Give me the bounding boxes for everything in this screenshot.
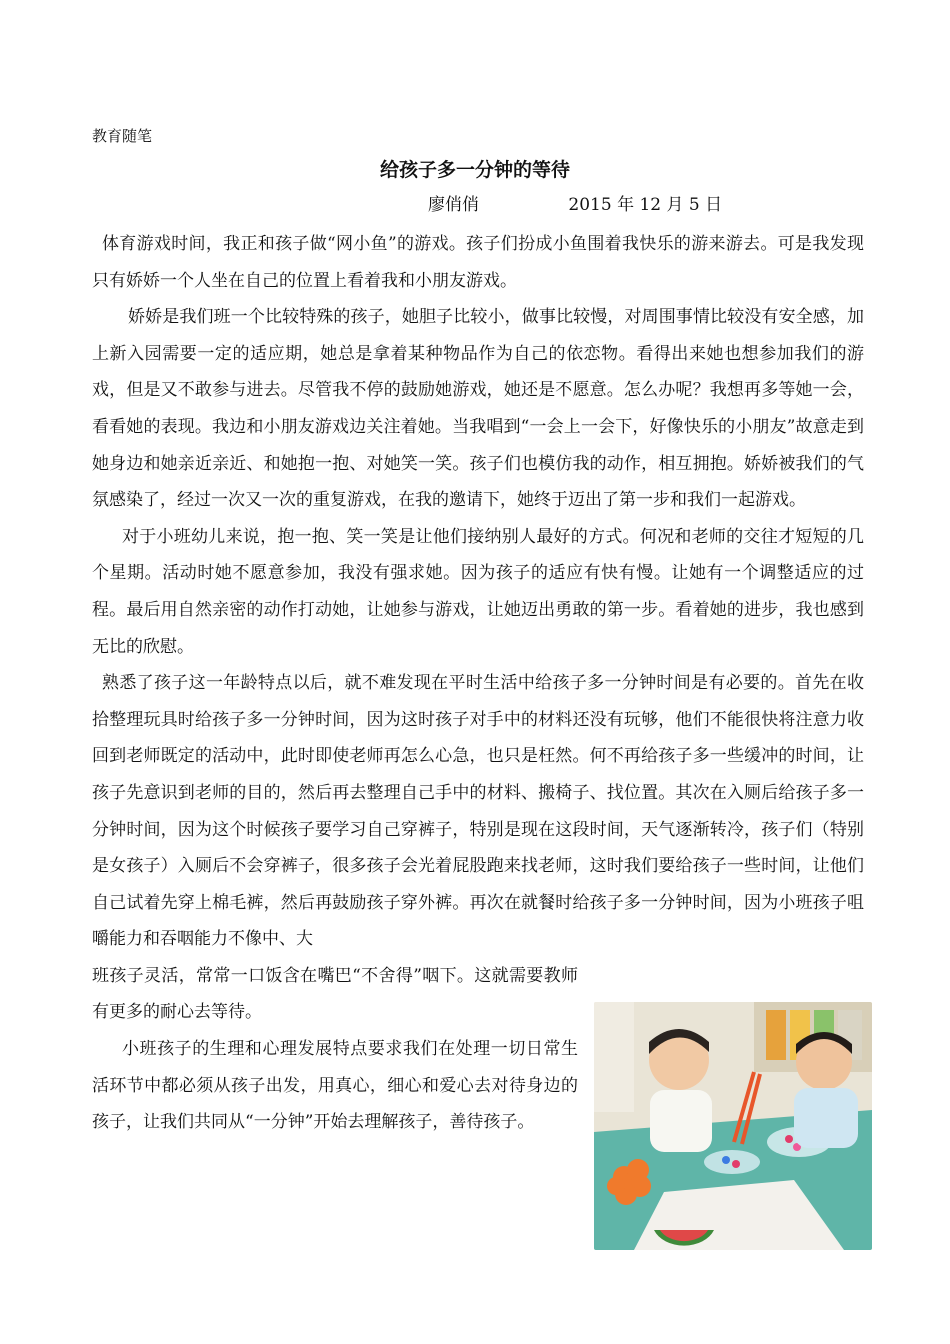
byline [428, 193, 722, 217]
paragraph-4: 熟悉了孩子这一年龄特点以后，就不难发现在平时生活中给孩子多一分钟时间是有必要的。首先在收拾整理玩具时给孩子多一分钟时间，因为这时孩子对手中的材料还没有玩够，他们不能很快将注意力收回到老师既定的活动中，此时即使老师再怎么心急，也只是枉然。何不再给孩子多一些缓冲的时间，让孩子先意识到老师的目的，然后再去整理自己手中的材料、搬椅子、找位置。其次在入厕后给孩子多一分钟时间，因为这个时候孩子要学习自己穿裤子，特别是现在这段时间，天气逐渐转冷，孩子们（特别是女孩子）入厕后不会穿裤子，很多孩子会光着屁股跑来找老师，这时我们要给孩子一些时间，让他们自己试着先穿上棉毛裤，然后再鼓励孩子穿外裤。再次在就餐时给孩子多一分钟时间，因为小班孩子咀嚼能力和吞咽能力不像中、大 [92, 673, 864, 950]
paragraph-2: 娇娇是我们班一个比较特殊的孩子，她胆子比较小，做事比较慢，对周围事情比较没有安全感，加上新入园需要一定的适应期，她总是拿着某种物品作为自己的依恋物。看得出来她也想参加我们的游戏，但是又不敢参与进去。尽管我不停的鼓励她游戏，她还是不愿意。怎么办呢？我想再多等她一会，看看她的表现。我边和小朋友游戏边关注着她。当我唱到“一会上一会下，好像快乐的小朋友”故意走到她身边和她亲近亲近、和她抱一抱、对她笑一笑。孩子们也模仿我的动作，相互拥抱。娇娇被我们的气氛感染了，经过一次又一次的重复游戏，在我的邀请下，她终于迈出了第一步和我们一起游戏。 [92, 307, 864, 511]
publish-date: 2015 年 12 月 5 日 [568, 195, 723, 215]
paragraph-3: 对于小班幼儿来说，抱一抱、笑一笑是让他们接纳别人最好的方式。何况和老师的交往才短短的几个星期。活动时她不愿意参加，我没有强求她。因为孩子的适应有快有慢。让她有一个调整适应的过程。最后用自然亲密的动作打动她，让她参与游戏，让她迈出勇敢的第一步。看着她的进步，我也感到无比的欣慰。 [92, 526, 864, 657]
classroom-photo [594, 1002, 872, 1250]
author-name: 廖俏俏 [428, 195, 479, 215]
document-title: 给孩子多一分钟的等待 [379, 159, 570, 181]
paragraph-5: 小班孩子的生理和心理发展特点要求我们在处理一切日常生活环节中都必须从孩子出发，用真心，细心和爱心去对待身边的孩子，让我们共同从“一分钟”开始去理解孩子，善待孩子。 [92, 1039, 578, 1133]
category-label: 教育随笔 [92, 127, 153, 145]
paragraph-4-continued: 班孩子灵活，常常一口饭含在嘴巴“不舍得”咽下。这就需要教师有更多的耐心去等待。 [92, 965, 578, 1023]
paragraph-1: 体育游戏时间，我正和孩子做“网小鱼”的游戏。孩子们扮成小鱼围着我快乐的游来游去。可是我发现只有娇娇一个人坐在自己的位置上看着我和小朋友游戏。 [92, 234, 864, 291]
